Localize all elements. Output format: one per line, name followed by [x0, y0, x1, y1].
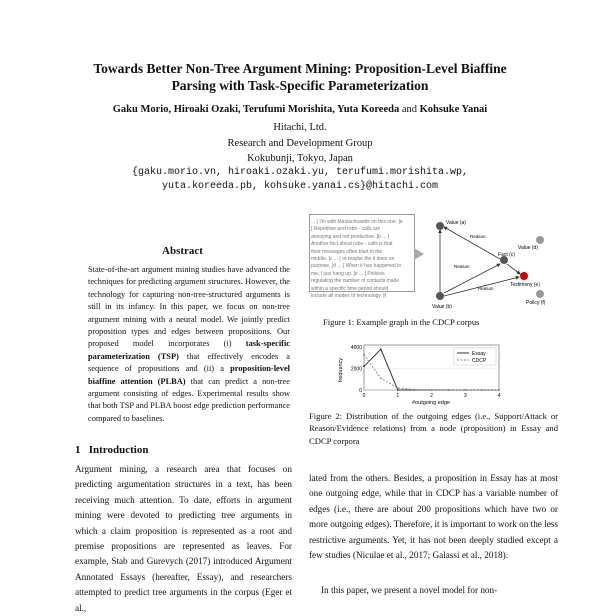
fig1-line: include all modes of technology. ]f	[311, 293, 386, 300]
x-tick-label: 3	[463, 393, 467, 399]
data-point-cdcp	[431, 389, 433, 391]
title-line-2: Parsing with Task-Specific Parameterization	[171, 78, 429, 93]
node-label-d: Value (d)	[518, 245, 538, 251]
y-tick-label: 4000	[350, 345, 362, 352]
x-tick-label: 0	[362, 393, 366, 399]
x-tick-label: 2	[430, 393, 433, 399]
data-point-cdcp	[380, 377, 382, 379]
email-line-1[interactable]: {gaku.morio.vn, hiroaki.ozaki.yu, terufumi.morishita.wp,	[131, 167, 469, 178]
right-column-paragraph-1: lated from the others. Besides, a proposition in Essay has at most one outgoing edge, while that in CDCP has a variable number of edges (i.e., there are about 200 propositions which have two or more outgoing edges). Therefore, it is important to work on the less restrictive arguments. Yet, it has not been deeply studied except a few studies (Niculae et al., 2017; Galassi et al., 2018).	[309, 473, 558, 561]
node-label-c: Fact (c)	[498, 252, 515, 258]
data-point-cdcp	[481, 389, 483, 391]
data-point-cdcp	[397, 387, 399, 389]
node-label-b: Value (b)	[432, 304, 452, 310]
fig1-line: middle. ]c ... [ or maybe the it does on	[311, 256, 395, 263]
node-d	[536, 236, 544, 244]
x-tick-label: 4	[497, 393, 501, 399]
affiliation-line-2: Research and Development Group	[227, 138, 373, 149]
legend-label-essay: Essay	[472, 351, 486, 357]
right-column-paragraph-2: In this paper, we present a novel model for non-	[321, 585, 498, 595]
figure1-graph	[428, 214, 554, 310]
node-f	[536, 290, 544, 298]
data-point-cdcp	[498, 389, 500, 391]
paper-title	[40, 60, 560, 94]
fig1-line: ... [ I'm with Mastachusetts on this one. ]a	[311, 219, 403, 225]
email-line-2[interactable]: yuta.koreeda.pb, kohsuke.yanai.cs}@hitachi.com	[161, 181, 439, 192]
data-point-essay	[363, 366, 365, 368]
legend-label-cdcp: CDCP	[472, 358, 487, 364]
fig1-line: me, I just hang up. ]e ... [ Policies	[311, 270, 385, 277]
author-list	[30, 104, 570, 115]
y-axis-label: frequency	[338, 357, 344, 383]
node-label-f: Policy (f)	[526, 300, 546, 306]
authors-main: Gaku Morio, Hiroaki Ozaki, Terufumi Morishita, Yuta Koreeda	[112, 104, 400, 115]
node-label-e: Testimony (e)	[510, 282, 541, 288]
fig1-line: their messages often blurt in the	[311, 248, 383, 255]
introduction-paragraph: Argument mining, a research area that focuses on predicting argumentation structures in a text, has been receiving much attention. To date, efforts in argument mining were devoted to predicting tree arguments in which a claim proposition is represented as a root and premise propositions are represented as leaves. For example, Stab and Gurevych (2017) introduced Argument Annotated Essays (hereafter, Essay), and researchers attempted to predict tree arguments in the corpus (Eger et al.,	[75, 464, 292, 613]
edge-c-a	[444, 227, 500, 259]
node-e	[520, 272, 528, 280]
affiliation-line-3: Kokubunji, Tokyo, Japan	[247, 153, 353, 164]
figure1-text	[311, 219, 407, 300]
node-b	[436, 292, 444, 300]
abstract-bold-plba: proposition-level biaffine attention (PLBA)	[88, 364, 290, 386]
y-tick-label: 0	[359, 388, 362, 394]
fig1-line: annoying and not productive. ]b ... [	[311, 233, 390, 240]
abstract-bold-tsp: task-specific parameterization (TSP)	[88, 339, 290, 361]
y-tick-label: 2000	[350, 366, 362, 373]
data-point-cdcp	[447, 389, 449, 391]
data-point-cdcp	[464, 389, 466, 391]
x-axis-label: #outgoing edge	[412, 400, 450, 406]
section-heading-introduction	[75, 444, 148, 456]
fig1-line: regulating the number of contacts made	[311, 278, 400, 285]
section-title: Introduction	[88, 444, 149, 456]
fig1-line: [ Repetitive and robo - calls are	[311, 226, 381, 233]
figure1-caption: Figure 1: Example graph in the CDCP corpus	[323, 317, 480, 327]
figure1-arrow-icon	[414, 248, 424, 260]
edge-c-e	[507, 264, 520, 274]
edge-label-3: Reason	[478, 286, 494, 291]
title-line-1: Towards Better Non-Tree Argument Mining: Proposition-Level Biaffine	[93, 61, 507, 76]
fig1-line: within a specific time period should	[311, 285, 389, 292]
data-point-essay	[397, 389, 399, 391]
edge-label-2: Reason	[454, 264, 470, 269]
figure2-caption: Figure 2: Distribution of the outgoing edges (i.e., Support/Attack or Reason/Evidence relations) from a node (proposition) in Essay and CDCP corpora	[309, 411, 558, 446]
figure2-chart	[336, 340, 506, 408]
legend	[454, 348, 496, 365]
fig1-line: Another fact about robo - calls is that	[311, 241, 393, 248]
authors-and: and	[401, 104, 417, 115]
x-tick-label: 1	[396, 393, 400, 399]
abstract-body	[88, 264, 290, 425]
node-label-a: Value (a)	[446, 220, 466, 226]
data-point-cdcp	[363, 354, 365, 356]
data-point-essay	[380, 348, 382, 350]
data-point-cdcp	[414, 389, 416, 391]
affiliation-line-1: Hitachi, Ltd.	[273, 122, 327, 133]
abstract-text-3: that can predict a non-tree argument consisting of edges. Experimental results show that both TSP and PLBA boost edge prediction performance compared to baselines.	[88, 376, 290, 423]
section-number: 1	[75, 444, 81, 456]
edge-label-1: Reason	[470, 234, 486, 239]
fig1-line: purpose. ]d ... [ When it has happened to	[311, 263, 402, 270]
abstract-heading: Abstract	[162, 245, 203, 257]
authors-last: Kohsuke Yanai	[419, 104, 488, 115]
node-a	[436, 222, 444, 230]
abstract-text-2: that effectively encodes a sequence of propositions and (ii) a	[88, 351, 290, 374]
abstract-text-1: State-of-the-art argument mining studies have advanced the techniques for predicting argument structures. However, the technology for capturing non-tree-structured arguments is still in its infancy. In this paper, we focus on non-tree argument mining with a neural model. We jointly predict proposition types and edges between propositions. Our proposed model incorporates (i)	[88, 265, 290, 349]
